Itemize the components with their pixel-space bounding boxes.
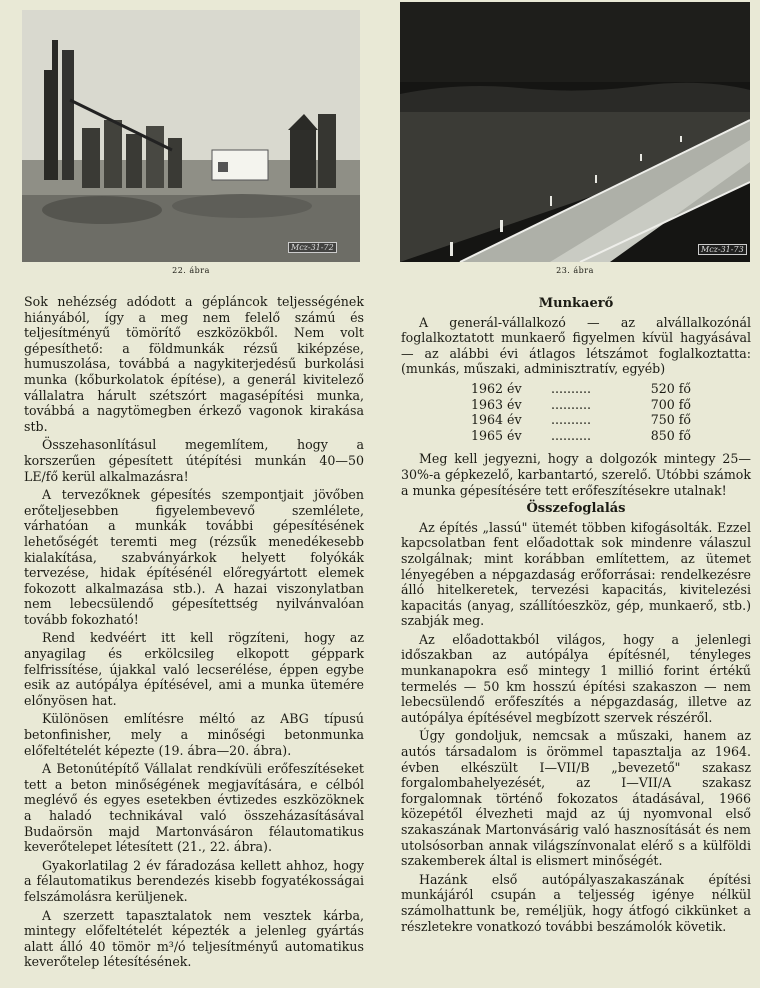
- paragraph: Úgy gondoljuk, nemcsak a műszaki, hanem az autós társadalom is örömmel tapasztalja az 1964. évben elkészült I—VII/B „bevezető" szakasz forgalombahelyezését, az I—VII/A szakasz forgalomnak történő fokozatos átadásával, 1966 közepétől élvezheti majd az új nyomvonal első szakaszának Martonvásárig való hasznosítását és nem utolsósorban annak világszínvonalat elérő s a külföldi szakemberek által is elismert minőségét.: [401, 728, 751, 869]
- stats-dots: ..........: [551, 427, 592, 443]
- stats-row: [471, 381, 691, 397]
- stats-value: 520 fő: [650, 380, 691, 396]
- figure-23-stamp: Mcz-31-73: [698, 244, 747, 255]
- stats-year: 1962 év: [471, 380, 522, 396]
- left-column: [24, 294, 364, 973]
- stats-value: 700 fő: [650, 396, 691, 412]
- stats-row: [471, 397, 691, 413]
- paragraph: Meg kell jegyezni, hogy a dolgozók mintegy 25—30%-a gépkezelő, karbantartó, szerelő. Utóbbi számok a munka gépesítésére tett erőfeszítésekre utalnak!: [401, 451, 751, 498]
- paragraph: Az előadottakból világos, hogy a jelenlegi időszakban az autópálya építésnél, tényleges munkanapokra eső mintegy 1 millió forint értékű termelés — 50 km hosszú építési szakaszon — nem lebecsülendő erőfeszítés a népgazdaság, illetve az autópálya építésével megbízott szervek részéről.: [401, 631, 751, 725]
- stats-row: [471, 412, 691, 428]
- paragraph: Gyakorlatilag 2 év fáradozása kellett ahhoz, hogy a félautomatikus berendezés kisebb fogyatékosságai felszámolásra kerüljenek.: [24, 857, 364, 904]
- stats-year: 1964 év: [471, 412, 522, 428]
- paragraph: A szerzett tapasztalatok nem vesztek kárba, mintegy előfeltételét képezték a jelenleg gyártás alatt álló 40 tömör m³/ó teljesítményű automatikus keverőtelep létesítésének.: [24, 907, 364, 970]
- figure-23-photo: [400, 2, 750, 262]
- stats-dots: ..........: [551, 412, 592, 428]
- paragraph: A Betonútépítő Vállalat rendkívüli erőfeszítéseket tett a beton minőségének megjavítására, e célból meglévő és egyes esetekben évtizedes eszközöknek a haladó technikával való összeházasításával Budaörsön majd Martonvásáron félautomatikus keverőtelepet létesített (21., 22. ábra).: [24, 761, 364, 855]
- workforce-stats-table: [471, 381, 691, 443]
- stats-row: [471, 428, 691, 444]
- paragraph: Összehasonlításul megemlítem, hogy a korszerűen gépesített útépítési munkán 40—50 LE/fő kerül alkalmazásra!: [24, 437, 364, 484]
- paragraph: A tervezőknek gépesítés szempontjait jövőben erőteljesebben figyelembevevő szemlélete, várhatóan a munkák további gépesítésének lehetőségét teremti meg (rézsűk menedékesebb kialakítása, szabványárkok helyett folyókák tervezése, hidak építésénél előregyártott elemek fokozott alkalmazása stb.). A hazai viszonylatban nem lebecsülendő gépesítettség nyilvánvalóan tovább fokozható!: [24, 487, 364, 627]
- stats-value: 750 fő: [650, 412, 691, 428]
- paragraph: Sok nehézség adódott a gépláncok teljességének hiányából, így a meg nem felelő számú és teljesítményű tömörítő eszközökből. Nem volt gépesíthető: a földmunkák rézsű kiképzése, humuszolása, továbbá a nagykiterjedésű burkolási munka (kőburkolatok építése), a generál kivitelező vállalatra hárult szétszórt magasépítési munka, továbbá a nagytömegben érkező vagonok kirakása stb.: [24, 294, 364, 434]
- section-heading-workforce: Munkaerő: [538, 296, 614, 311]
- figure-23-caption: 23. ábra: [556, 266, 594, 275]
- figure-22-caption: 22. ábra: [172, 266, 210, 275]
- paragraph: Az építés „lassú" ütemét többen kifogásolták. Ezzel kapcsolatban fent előadottak sok mindenre válaszul szolgálnak; mint korábban említettem, az ütemet lényegében a népgazdaság erőforrásai: rendelkezésre álló hitelkeretek, tervezési kapacitás, kivitelezési kapacitás (anyag, szállítóeszköz, gép, munkaerő, stb.) szabják meg.: [401, 519, 751, 629]
- paragraph: Különösen említésre méltó az ABG típusú betonfinisher, mely a minőségi betonmunka előfeltételét képezte (19. ábra—20. ábra).: [24, 711, 364, 758]
- stats-year: 1965 év: [471, 427, 522, 443]
- stats-dots: ..........: [551, 380, 592, 396]
- figure-22-stamp: Mcz-31-72: [288, 242, 337, 253]
- paragraph: Rend kedvéért itt kell rögzíteni, hogy az anyagilag és erkölcsileg elkopott géppark felfrissítése, újakkal való lecserélése, éppen egybe esik az autópálya építésével, ami a munka ütemére előnyösen hat.: [24, 630, 364, 708]
- stats-value: 850 fő: [650, 427, 691, 443]
- paragraph: A generál-vállalkozó — az alvállalkozónál foglalkoztatott munkaerő figyelmen kívül hagyásával — az alábbi évi átlagos létszámot foglalkoztatta: (munkás, műszaki, adminisztratív, egyéb): [401, 314, 751, 377]
- paragraph: Hazánk első autópályaszakaszának építési munkájáról csupán a teljesség igénye nélkül számolhattunk be, reméljük, hogy átfogó cikkünket a részletekre vonatkozó további beszámolók követik.: [401, 871, 751, 934]
- right-column: [401, 294, 751, 937]
- section-heading-summary: Összefoglalás: [526, 501, 626, 517]
- figure-22-photo: [22, 10, 360, 262]
- stats-year: 1963 év: [471, 396, 522, 412]
- stats-dots: ..........: [551, 396, 592, 412]
